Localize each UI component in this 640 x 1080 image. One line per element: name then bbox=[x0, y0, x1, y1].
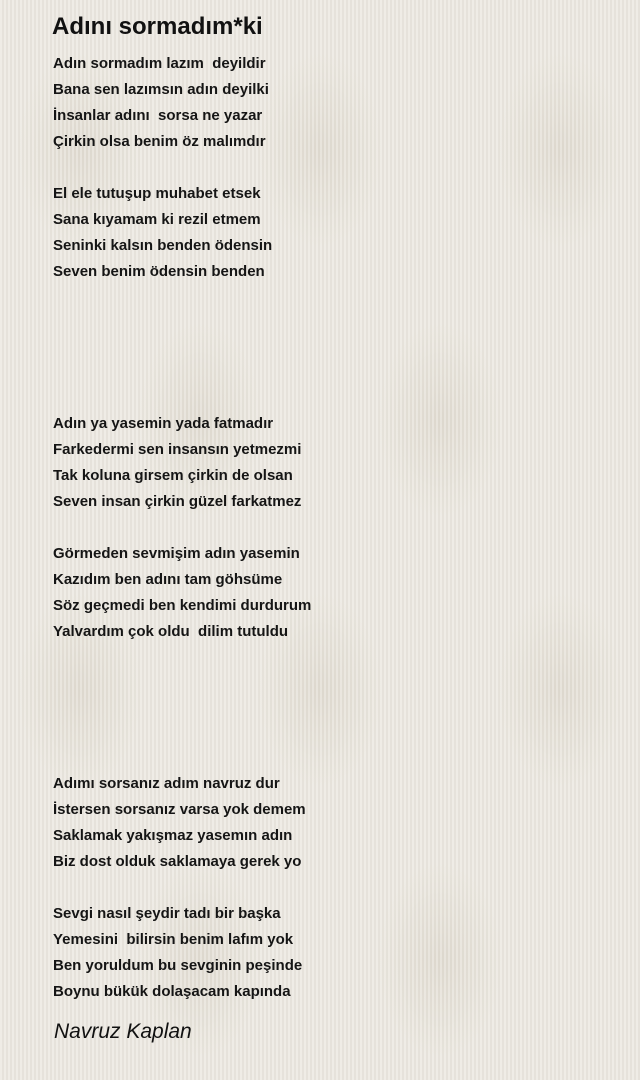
poem-line: Saklamak yakışmaz yasemın adın bbox=[53, 827, 293, 844]
poem-line: Biz dost olduk saklamaya gerek yo bbox=[53, 853, 302, 870]
poem-line: Sana kıyamam ki rezil etmem bbox=[53, 211, 261, 228]
poem-line: Seven insan çirkin güzel farkatmez bbox=[53, 493, 302, 510]
poem-line: El ele tutuşup muhabet etsek bbox=[53, 185, 261, 202]
poem-line: Yalvardım çok oldu dilim tutuldu bbox=[53, 623, 289, 640]
stanza-4 bbox=[53, 541, 311, 645]
poem-line: Kazıdım ben adını tam göhsüme bbox=[53, 571, 283, 588]
stanza-1 bbox=[53, 51, 269, 155]
poem-line: Yemesini bilirsin benim lafım yok bbox=[53, 931, 294, 948]
poem-line: Seven benim ödensin benden bbox=[53, 263, 265, 280]
poem-line: Seninki kalsın benden ödensin bbox=[53, 237, 273, 254]
poem-line: İstersen sorsanız varsa yok demem bbox=[53, 801, 306, 818]
poem-line: Tak koluna girsem çirkin de olsan bbox=[53, 467, 293, 484]
poem-line: Adın ya yasemin yada fatmadır bbox=[53, 415, 274, 432]
poem-line: Çirkin olsa benim öz malımdır bbox=[53, 133, 266, 150]
stanza-6 bbox=[53, 901, 302, 1005]
poem-line: Adın sormadım lazım deyildir bbox=[53, 55, 266, 72]
poem-title: Adını sormadım*ki bbox=[52, 13, 263, 40]
poem-line: Ben yoruldum bu sevginin peşinde bbox=[53, 957, 303, 974]
poem-line: Adımı sorsanız adım navruz dur bbox=[53, 775, 280, 792]
poem-line: Görmeden sevmişim adın yasemin bbox=[53, 545, 300, 562]
poem-line: Bana sen lazımsın adın deyilki bbox=[53, 81, 269, 98]
stanza-3 bbox=[53, 411, 301, 515]
poem-line: Farkedermi sen insansın yetmezmi bbox=[53, 441, 302, 458]
stanza-5 bbox=[53, 771, 306, 875]
poem-author: Navruz Kaplan bbox=[54, 1020, 192, 1043]
stanza-2 bbox=[53, 181, 272, 285]
poem-line: Söz geçmedi ben kendimi durdurum bbox=[53, 597, 312, 614]
poem-line: Sevgi nasıl şeydir tadı bir başka bbox=[53, 905, 281, 922]
poem-line: İnsanlar adını sorsa ne yazar bbox=[53, 107, 263, 124]
poem-line: Boynu bükük dolaşacam kapında bbox=[53, 983, 291, 1000]
